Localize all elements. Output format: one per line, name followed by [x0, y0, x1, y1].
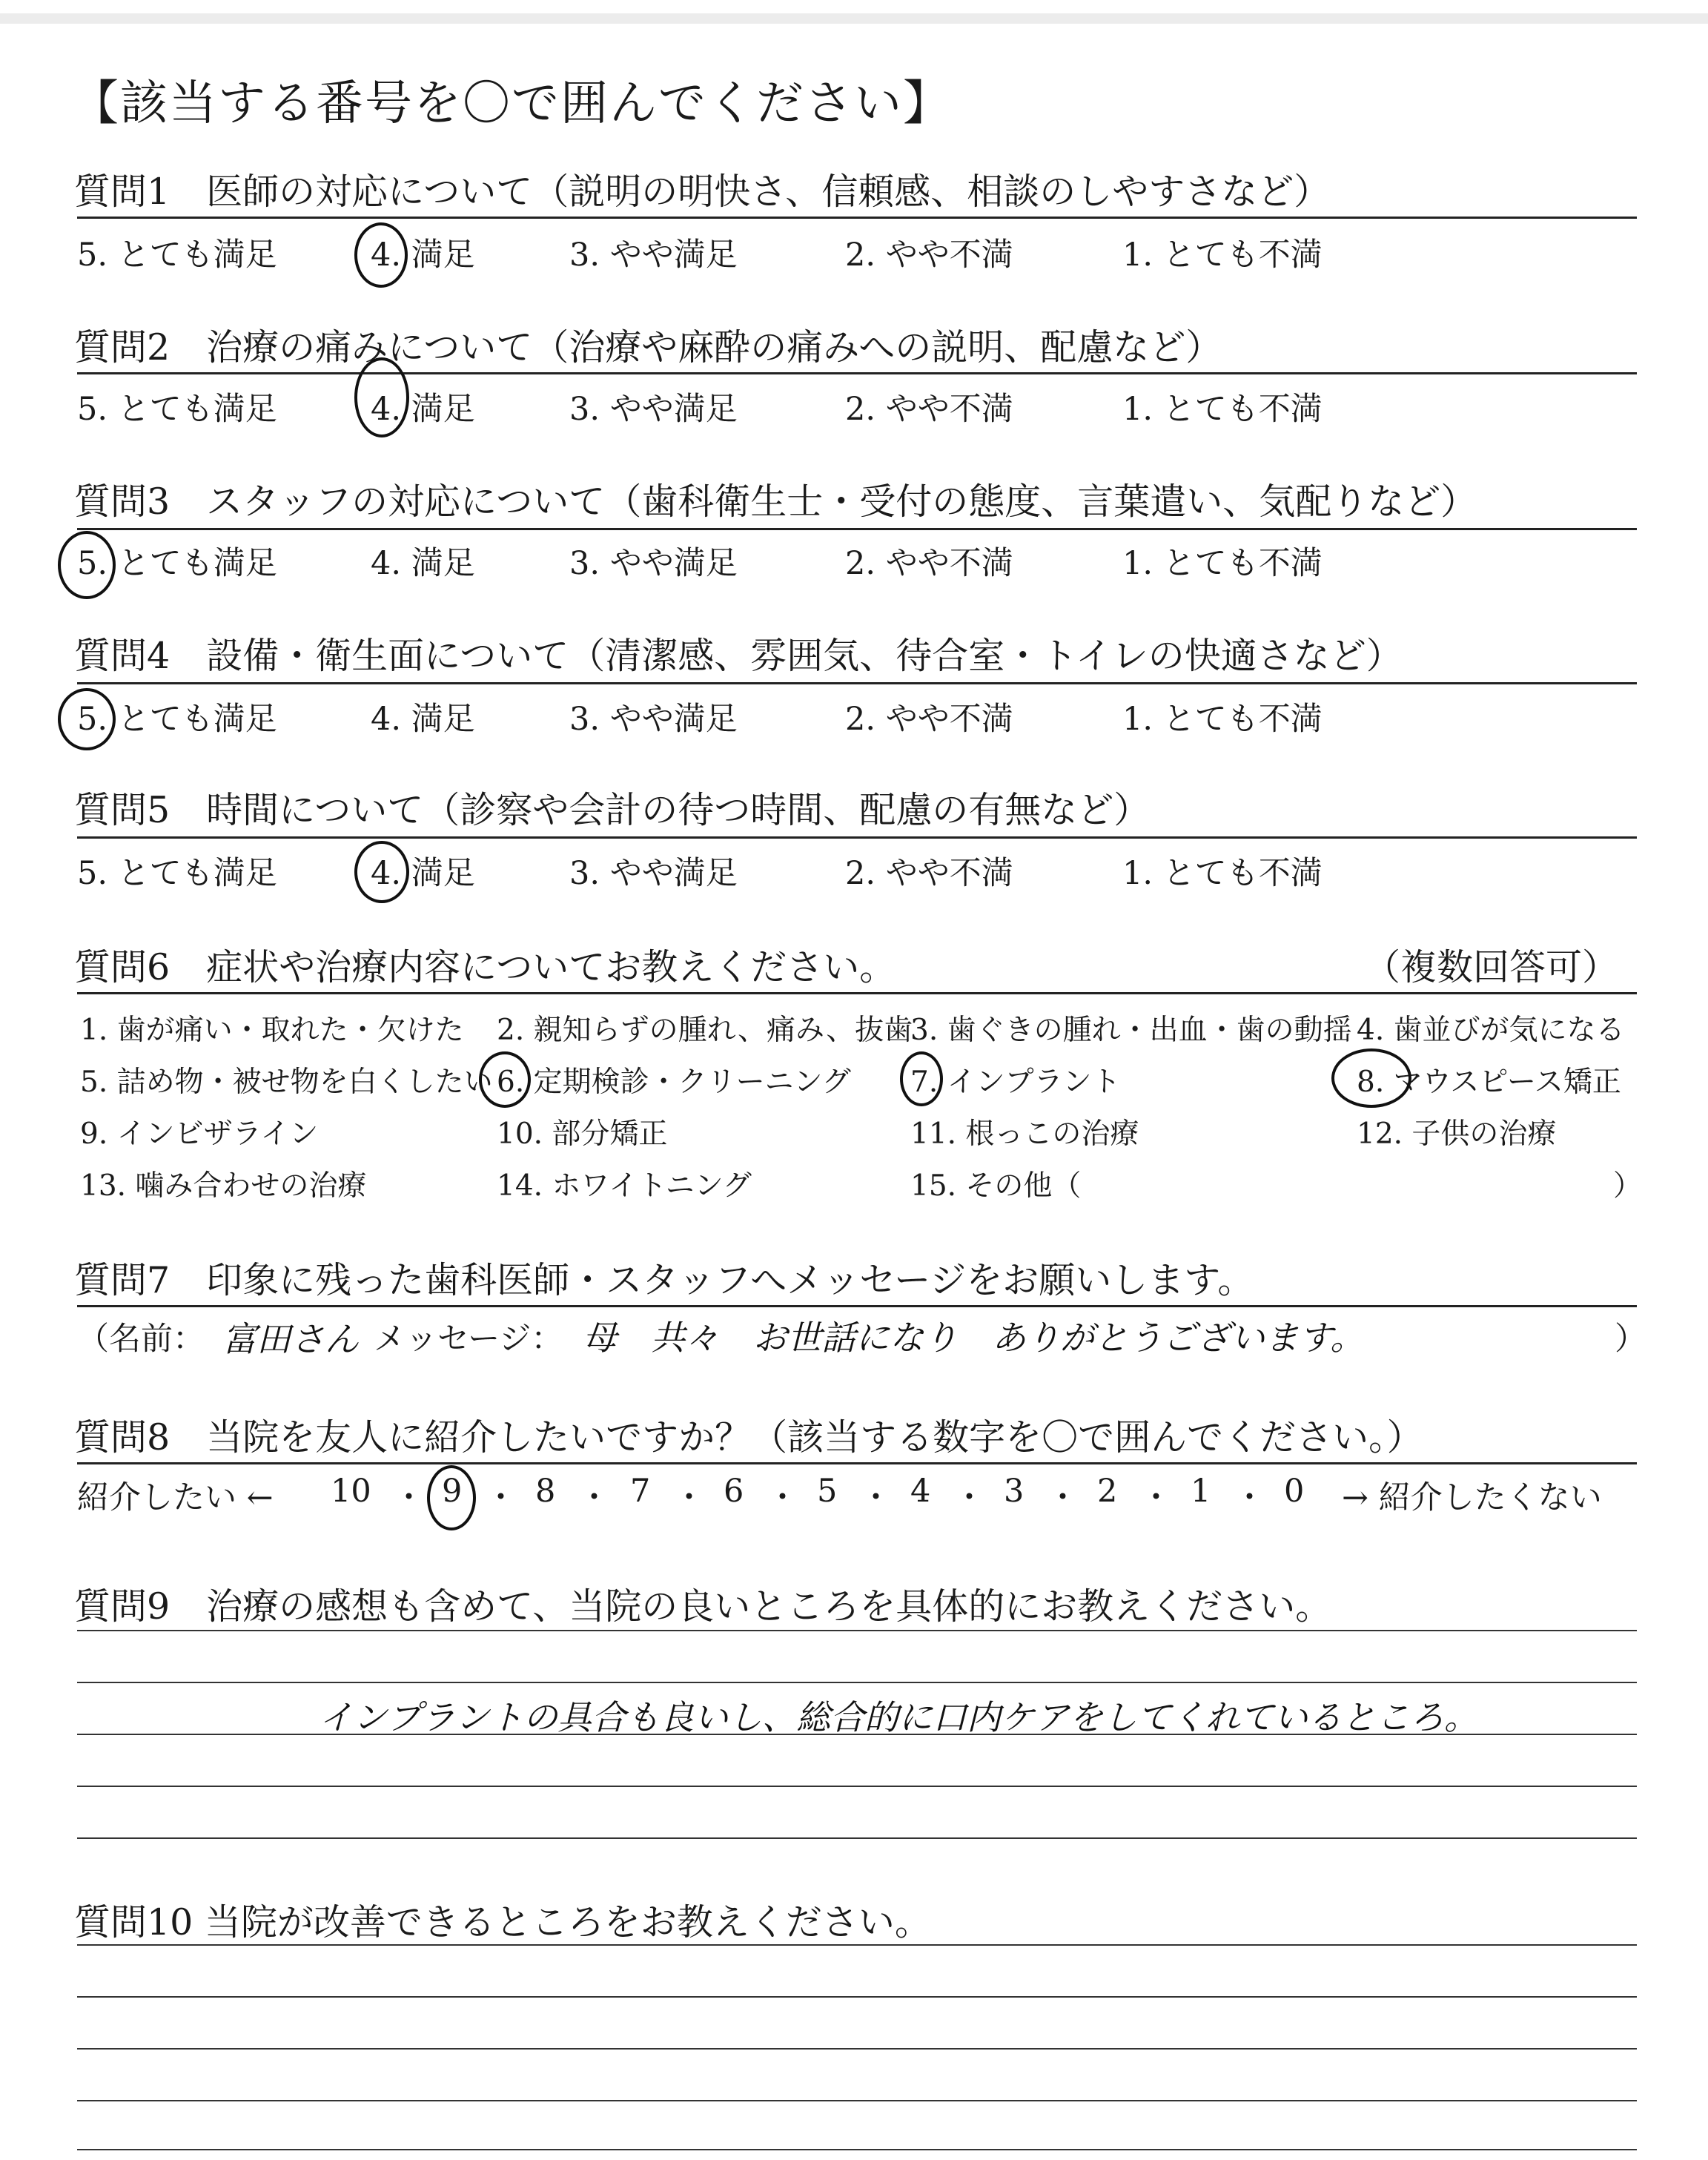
q8-value-6[interactable]: 6 [724, 1473, 744, 1510]
q10-answer-line [77, 2149, 1637, 2150]
q6-option-1[interactable]: 1. 歯が痛い・取れた・欠けた [80, 1014, 464, 1047]
question-7-heading: 質問7 印象に残った歯科医師・スタッフへメッセージをお願いします。 [74, 1259, 1254, 1301]
q2-selected-circle [354, 357, 409, 437]
q6-option-7[interactable]: 7. インプラント [910, 1066, 1121, 1099]
question-10-heading: 質問10 当院が改善できるところをお教えください。 [74, 1901, 931, 1943]
q8-value-10[interactable]: 10 [331, 1473, 371, 1510]
q5-option-5[interactable]: 5. とても満足 [77, 855, 277, 892]
question-8-rule [77, 1462, 1637, 1464]
q8-value-9[interactable]: 9 [442, 1473, 463, 1510]
question-3-heading: 質問3 スタッフの対応について（歯科衛生士・受付の態度、言葉遣い、気配りなど） [74, 480, 1477, 523]
q5-option-1[interactable]: 1. とても不満 [1122, 855, 1323, 892]
question-2-heading: 質問2 治療の痛みについて（治療や麻酔の痛みへの説明、配慮など） [74, 326, 1222, 369]
q6-selected-circle-8 [1331, 1048, 1411, 1108]
q8-left-label: 紹介したい ← [77, 1479, 274, 1516]
q4-option-5[interactable]: 5. とても満足 [77, 701, 277, 738]
q1-option-5[interactable]: 5. とても満足 [77, 237, 277, 274]
q6-option-15[interactable]: 15. その他（ [910, 1169, 1082, 1203]
q7-name-value[interactable]: 富田さん [222, 1319, 359, 1359]
q6-option-2[interactable]: 2. 親知らずの腫れ、痛み、抜歯 [497, 1014, 913, 1047]
q8-value-8[interactable]: 8 [535, 1473, 556, 1510]
question-1-heading: 質問1 医師の対応について（説明の明快さ、信頼感、相談のしやすさなど） [74, 171, 1331, 213]
question-6-heading: 質問6 症状や治療内容についてお教えください。 [74, 946, 896, 988]
q8-separator: ・ [393, 1479, 425, 1516]
q8-separator: ・ [767, 1479, 798, 1516]
q9-answer-line [77, 1682, 1637, 1683]
q4-option-4[interactable]: 4. 満足 [371, 701, 475, 738]
q8-selected-circle [427, 1465, 476, 1530]
q6-option-3[interactable]: 3. 歯ぐきの腫れ・出血・歯の動揺 [910, 1014, 1352, 1047]
q2-option-4[interactable]: 4. 満足 [371, 391, 475, 428]
q3-option-3[interactable]: 3. やや満足 [569, 545, 738, 582]
q8-value-2[interactable]: 2 [1097, 1473, 1118, 1510]
question-1-rule [77, 217, 1637, 219]
q6-selected-circle-6 [479, 1051, 531, 1108]
q6-option-12[interactable]: 12. 子供の治療 [1357, 1117, 1557, 1151]
q2-option-5[interactable]: 5. とても満足 [77, 391, 277, 428]
q8-separator: ・ [953, 1479, 985, 1516]
q4-option-3[interactable]: 3. やや満足 [569, 701, 738, 738]
question-5-heading: 質問5 時間について（診察や会計の待つ時間、配慮の有無など） [74, 789, 1151, 831]
question-4-heading: 質問4 設備・衛生面について（清潔感、雰囲気、待合室・トイレの快適さなど） [74, 635, 1403, 677]
q3-selected-circle [58, 531, 116, 599]
q1-option-4[interactable]: 4. 満足 [371, 237, 475, 274]
q6-option-5[interactable]: 5. 詰め物・被せ物を白くしたい [80, 1066, 493, 1099]
q7-message-label: メッセージ： [374, 1321, 563, 1358]
q1-option-3[interactable]: 3. やや満足 [569, 237, 738, 274]
question-7-rule [77, 1305, 1637, 1307]
q1-selected-circle [354, 222, 408, 288]
q6-option-13[interactable]: 13. 噛み合わせの治療 [80, 1169, 367, 1203]
q9-answer-text[interactable]: インプラントの具合も良いし、総合的に口内ケアをしてくれているところ。 [319, 1697, 1478, 1737]
q8-separator: ・ [1234, 1479, 1265, 1516]
question-6-rule [77, 992, 1637, 994]
q8-separator: ・ [860, 1479, 892, 1516]
q1-option-1[interactable]: 1. とても不満 [1122, 237, 1323, 274]
q8-separator: ・ [673, 1479, 705, 1516]
q6-option-8[interactable]: 8. マウスピース矯正 [1357, 1066, 1621, 1099]
q9-answer-line [77, 1630, 1637, 1631]
q8-separator: ・ [485, 1479, 517, 1516]
q2-option-1[interactable]: 1. とても不満 [1122, 391, 1323, 428]
question-4-rule [77, 682, 1637, 684]
q4-option-1[interactable]: 1. とても不満 [1122, 701, 1323, 738]
q6-option-14[interactable]: 14. ホワイトニング [497, 1169, 752, 1203]
q6-option-11[interactable]: 11. 根っこの治療 [910, 1117, 1139, 1151]
q6-option-10[interactable]: 10. 部分矯正 [497, 1117, 668, 1151]
q6-option-9[interactable]: 9. インビザライン [80, 1117, 319, 1151]
q6-selected-circle-7 [900, 1051, 943, 1106]
q6-option-4[interactable]: 4. 歯並びが気になる [1357, 1014, 1625, 1047]
q10-answer-line [77, 2048, 1637, 2050]
q5-selected-circle [354, 841, 409, 903]
q5-option-3[interactable]: 3. やや満足 [569, 855, 738, 892]
q7-message-value[interactable]: 母 共々 お世話になり ありがとうございます。 [583, 1318, 1365, 1358]
question-6-note: （複数回答可） [1364, 946, 1619, 988]
q8-value-4[interactable]: 4 [910, 1473, 931, 1510]
q4-selected-circle [58, 688, 116, 750]
q5-option-2[interactable]: 2. やや不満 [845, 855, 1013, 892]
q7-close-paren: ） [1615, 1321, 1646, 1358]
q2-option-2[interactable]: 2. やや不満 [845, 391, 1013, 428]
q9-answer-line [77, 1837, 1637, 1839]
q3-option-2[interactable]: 2. やや不満 [845, 545, 1013, 582]
question-5-rule [77, 836, 1637, 839]
question-3-rule [77, 528, 1637, 530]
q10-answer-line [77, 1944, 1637, 1946]
q1-option-2[interactable]: 2. やや不満 [845, 237, 1013, 274]
q3-option-5[interactable]: 5. とても満足 [77, 545, 277, 582]
q8-value-5[interactable]: 5 [817, 1473, 838, 1510]
q2-option-3[interactable]: 3. やや満足 [569, 391, 738, 428]
q8-right-label: → 紹介したくない [1342, 1479, 1602, 1516]
q8-separator: ・ [1047, 1479, 1079, 1516]
q9-answer-line [77, 1786, 1637, 1787]
q3-option-1[interactable]: 1. とても不満 [1122, 545, 1323, 582]
q4-option-2[interactable]: 2. やや不満 [845, 701, 1013, 738]
page-title: 【該当する番号を〇で囲んでください】 [71, 76, 952, 131]
q8-value-0[interactable]: 0 [1284, 1473, 1305, 1510]
q8-value-7[interactable]: 7 [630, 1473, 651, 1510]
question-9-heading: 質問9 治療の感想も含めて、当院の良いところを具体的にお教えください。 [74, 1585, 1332, 1628]
q8-value-3[interactable]: 3 [1004, 1473, 1025, 1510]
q8-value-1[interactable]: 1 [1191, 1473, 1211, 1510]
q6-option-6[interactable]: 6. 定期検診・クリーニング [497, 1066, 851, 1099]
q3-option-4[interactable]: 4. 満足 [371, 545, 475, 582]
question-2-rule [77, 372, 1637, 374]
q10-answer-line [77, 1996, 1637, 1998]
scan-top-edge [0, 13, 1708, 24]
q10-answer-line [77, 2100, 1637, 2101]
q5-option-4[interactable]: 4. 満足 [371, 855, 475, 892]
q6-other-close-paren: ） [1613, 1169, 1643, 1203]
q8-separator: ・ [578, 1479, 610, 1516]
question-8-heading: 質問8 当院を友人に紹介したいですか？（該当する数字を〇で囲んでください。） [74, 1416, 1423, 1459]
q7-name-label: （名前： [77, 1321, 205, 1358]
q8-separator: ・ [1140, 1479, 1172, 1516]
